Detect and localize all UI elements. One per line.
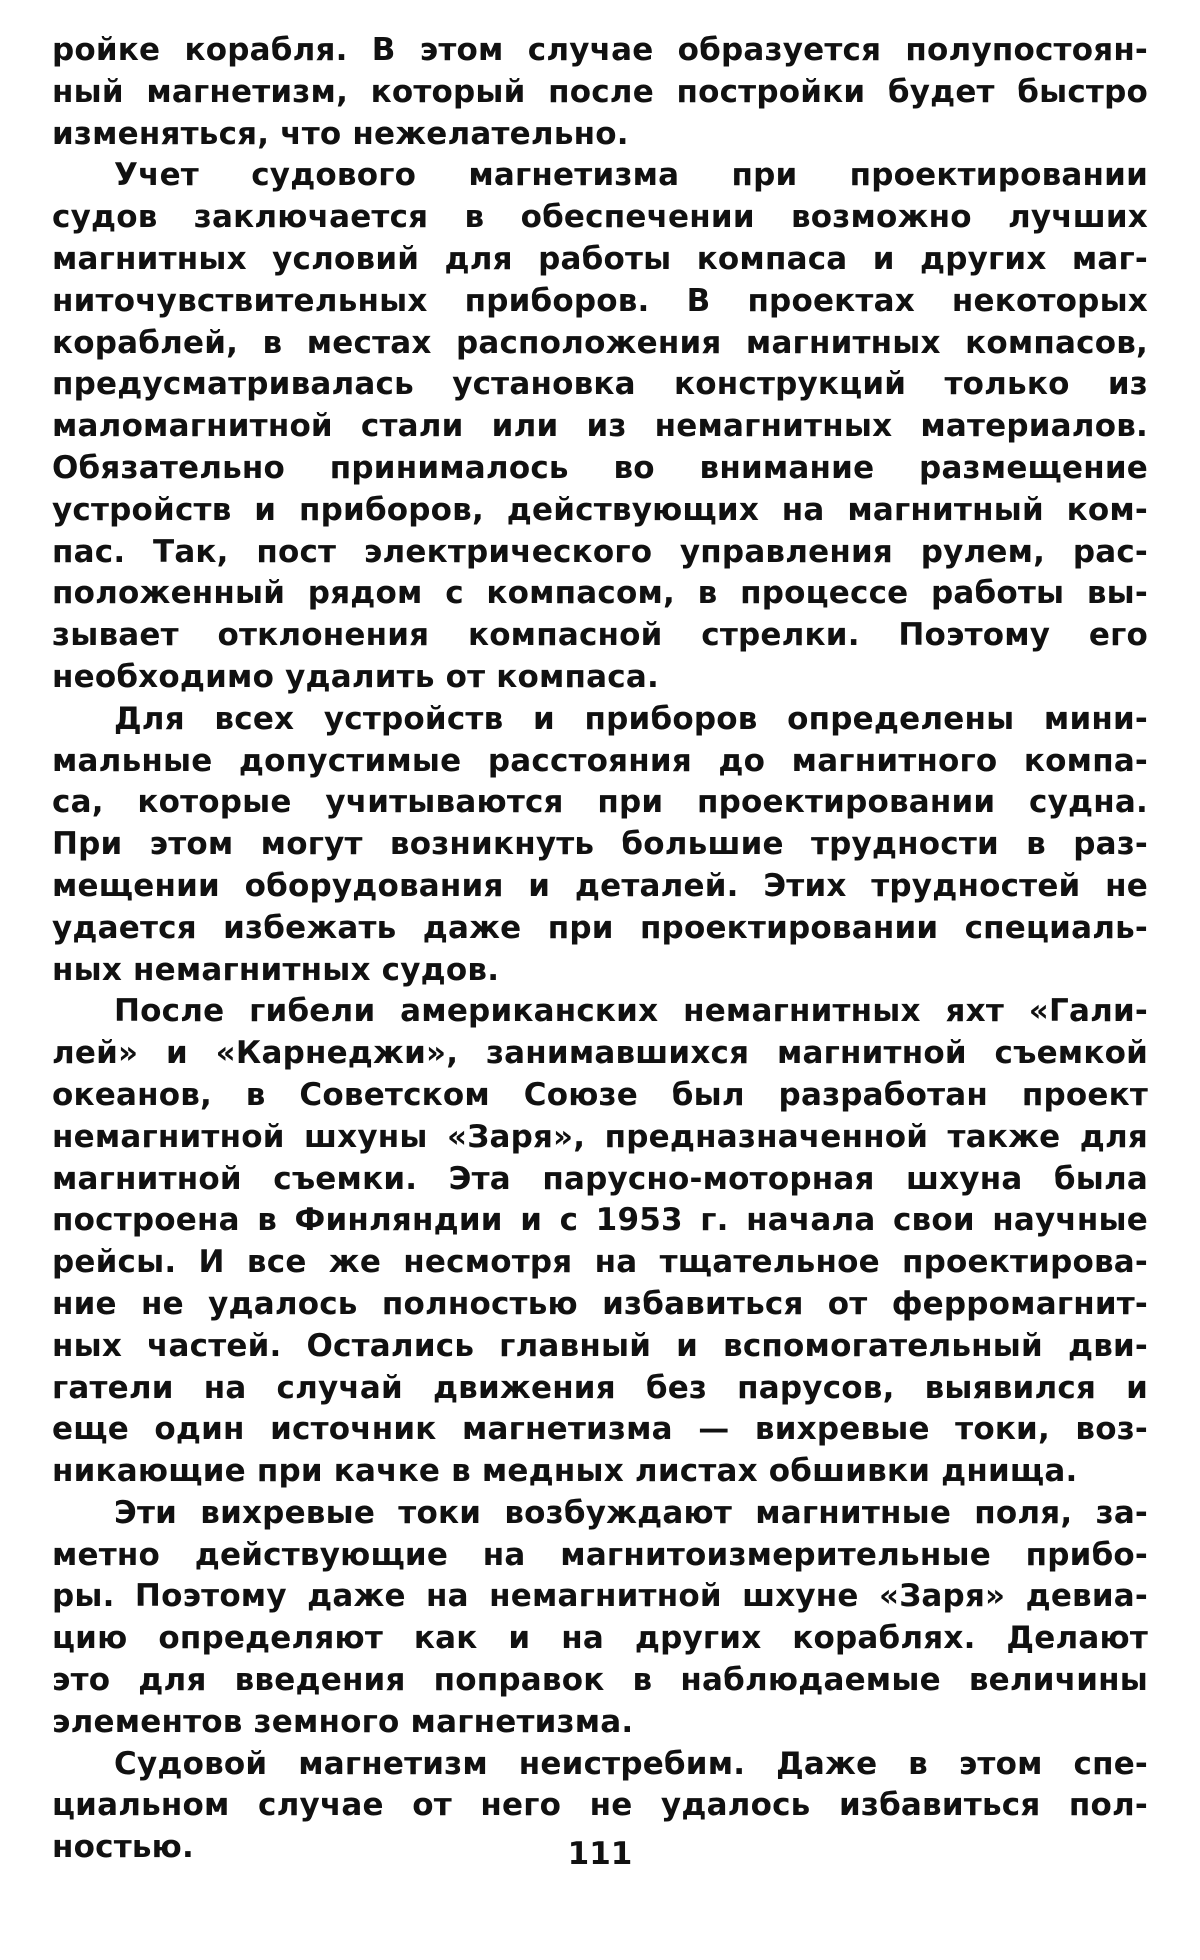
text-line: кораблей, в местах расположения магнитных компасов,: [52, 324, 1148, 361]
text-line: лей» и «Карнеджи», занимавшихся магнитной съемкой: [52, 1035, 1148, 1072]
text-line: ниточувствительных приборов. В проектах некоторых: [52, 282, 1148, 319]
text-line: изменяться, что нежелательно.: [52, 115, 629, 152]
text-line: Судовой магнетизм неистребим. Даже в этом спе-: [114, 1745, 1148, 1782]
paragraph-3: [52, 699, 1148, 992]
text-line: са, которые учитываются при проектировании судна.: [52, 784, 1148, 821]
text-line: ройке корабля. В этом случае образуется полупостоян-: [52, 32, 1148, 68]
text-line: рейсы. И все же несмотря на тщательное проектирова-: [52, 1244, 1148, 1281]
text-line: маломагнитной стали или из немагнитных материалов.: [52, 408, 1148, 445]
text-line: положенный рядом с компасом, в процессе работы вы-: [52, 575, 1148, 612]
paragraph-4: [52, 991, 1148, 1493]
text-line: необходимо удалить от компаса.: [52, 658, 659, 695]
text-line: элементов земного магнетизма.: [52, 1703, 634, 1740]
text-line: мальные допустимые расстояния до магнитного компа-: [52, 742, 1148, 779]
text-line: После гибели американских немагнитных яхт «Гали-: [114, 993, 1148, 1030]
text-line: зывает отклонения компасной стрелки. Поэтому его: [52, 617, 1148, 654]
text-line: пас. Так, пост электрического управления рулем, рас-: [52, 533, 1148, 570]
paragraph-2: [52, 155, 1148, 698]
text-line: гатели на случай движения без парусов, выявился и: [52, 1369, 1148, 1406]
text-line: это для введения поправок в наблюдаемые величины: [52, 1662, 1148, 1699]
paragraph-1: [52, 30, 1148, 155]
page-body: [52, 30, 1148, 1869]
text-line: Для всех устройств и приборов определены мини-: [114, 700, 1148, 737]
text-line: ных частей. Остались главный и вспомогательный дви-: [52, 1327, 1148, 1364]
text-line: никающие при качке в медных листах обшивки днища.: [52, 1453, 1078, 1490]
text-line: мещении оборудования и деталей. Этих трудностей не: [52, 867, 1148, 904]
text-line: Эти вихревые токи возбуждают магнитные поля, за-: [114, 1494, 1148, 1531]
text-line: магнитной съемки. Эта парусно-моторная шхуна была: [52, 1160, 1148, 1197]
text-line: океанов, в Советском Союзе был разработан проект: [52, 1076, 1148, 1113]
text-line: построена в Финляндии и с 1953 г. начала свои научные: [52, 1202, 1148, 1239]
text-line: ры. Поэтому даже на немагнитной шхуне «Заря» девиа-: [52, 1578, 1148, 1615]
text-line: При этом могут возникнуть большие трудности в раз-: [52, 826, 1148, 863]
text-line: ностью.: [52, 1829, 194, 1866]
text-line: еще один источник магнетизма — вихревые токи, воз-: [52, 1411, 1148, 1448]
text-line: ных немагнитных судов.: [52, 951, 500, 988]
text-line: устройств и приборов, действующих на магнитный ком-: [52, 491, 1148, 528]
text-line: судов заключается в обеспечении возможно лучших: [52, 199, 1148, 236]
text-line: метно действующие на магнитоизмерительные прибо-: [52, 1536, 1148, 1573]
page-number: 111: [567, 1836, 633, 1872]
paragraph-5: [52, 1493, 1148, 1744]
text-line: ние не удалось полностью избавиться от ферромагнит-: [52, 1285, 1148, 1322]
text-line: Обязательно принималось во внимание размещение: [52, 449, 1148, 486]
text-line: Учет судового магнетизма при проектировании: [114, 157, 1148, 194]
text-line: цию определяют как и на других кораблях. Делают: [52, 1620, 1148, 1657]
text-line: удается избежать даже при проектировании специаль-: [52, 909, 1148, 946]
text-line: ный магнетизм, который после постройки будет быстро: [52, 73, 1148, 110]
text-line: немагнитной шхуны «Заря», предназначенной также для: [52, 1118, 1148, 1155]
text-line: циальном случае от него не удалось избавиться пол-: [52, 1787, 1148, 1824]
text-line: предусматривалась установка конструкций только из: [52, 366, 1148, 403]
text-line: магнитных условий для работы компаса и других маг-: [52, 240, 1148, 277]
